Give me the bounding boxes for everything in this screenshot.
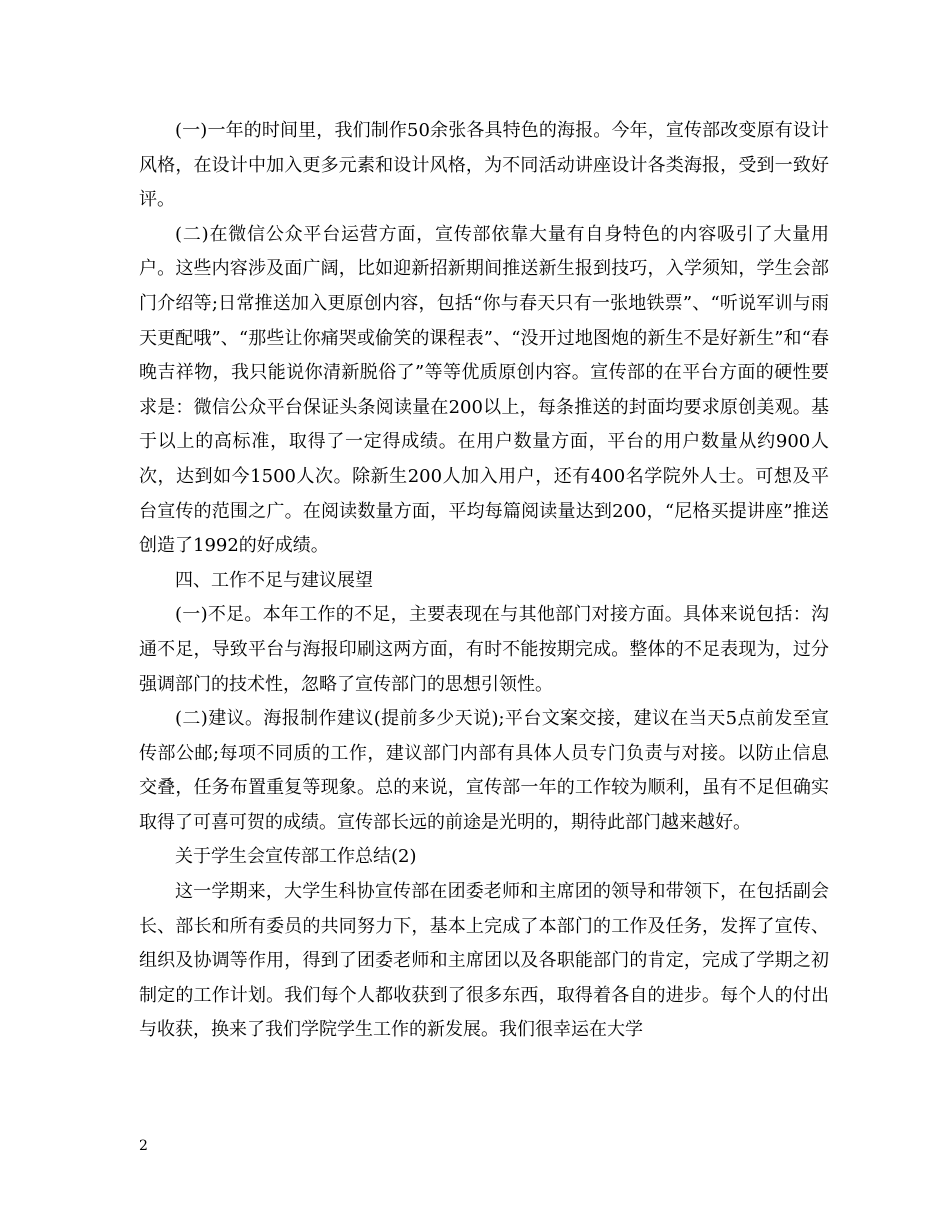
- paragraph-suggestions: (二)建议。海报制作建议(提前多少天说);平台文案交接，建议在当天5点前发至宣传部公邮;每项不同质的工作，建议部门内部有具体人员专门负责与对接。以防止信息交叠，任务布置重复等现象。总的来说，宣传部一年的工作较为顺利，虽有不足但确实取得了可喜可贺的成绩。宣传部长远的前途是光明的，期待此部门越来越好。: [139, 708, 829, 833]
- section-heading-shortcomings: 四、工作不足与建议展望: [175, 569, 373, 591]
- paragraph-posters: (一)一年的时间里，我们制作50余张各具特色的海报。今年，宣传部改变原有设计风格，在设计中加入更多元素和设计风格，为不同活动讲座设计各类海报，受到一致好评。: [139, 120, 829, 211]
- paragraph-wechat-platform: (二)在微信公众平台运营方面，宣传部依靠大量有自身特色的内容吸引了大量用户。这些内容涉及面广阔，比如迎新招新期间推送新生报到技巧，入学须知，学生会部门介绍等;日常推送加入更原创内容，包括“你与春天只有一张地铁票”、“听说军训与雨天更配哦”、“那些让你痛哭或偷笑的课程表”、“没开过地图炮的新生不是好新生”和“春晚吉祥物，我只能说你清新脱俗了”等等优质原创内容。宣传部的在平台方面的硬性要求是：微信公众平台保证头条阅读量在200以上，每条推送的封面均要求原创美观。基于以上的高标准，取得了一定得成绩。在用户数量方面，平台的用户数量从约900人次，达到如今1500人次。除新生200人加入用户，还有400名学院外人士。可想及平台宣传的范围之广。在阅读数量方面，平均每篇阅读量达到200，“尼格买提讲座”推送创造了1992的好成绩。: [139, 223, 829, 557]
- page-number: 2: [139, 1138, 148, 1154]
- paragraph-semester-summary: 这一学期来，大学生科协宣传部在团委老师和主席团的领导和带领下，在包括副会长、部长和所有委员的共同努力下，基本上完成了本部门的工作及任务，发挥了宣传、组织及协调等作用，得到了团委老师和主席团以及各职能部门的肯定，完成了学期之初制定的工作计划。我们每个人都收获到了很多东西，取得着各自的进步。每个人的付出与收获，换来了我们学院学生工作的新发展。我们很幸运在大学: [139, 881, 829, 1041]
- paragraph-shortcomings: (一)不足。本年工作的不足，主要表现在与其他部门对接方面。具体来说包括：沟通不足，导致平台与海报印刷这两方面，有时不能按期完成。整体的不足表现为，过分强调部门的技术性，忽略了宣传部门的思想引领性。: [139, 604, 829, 695]
- section-title-summary-2: 关于学生会宣传部工作总结(2): [175, 846, 417, 868]
- document-body: [139, 114, 829, 1048]
